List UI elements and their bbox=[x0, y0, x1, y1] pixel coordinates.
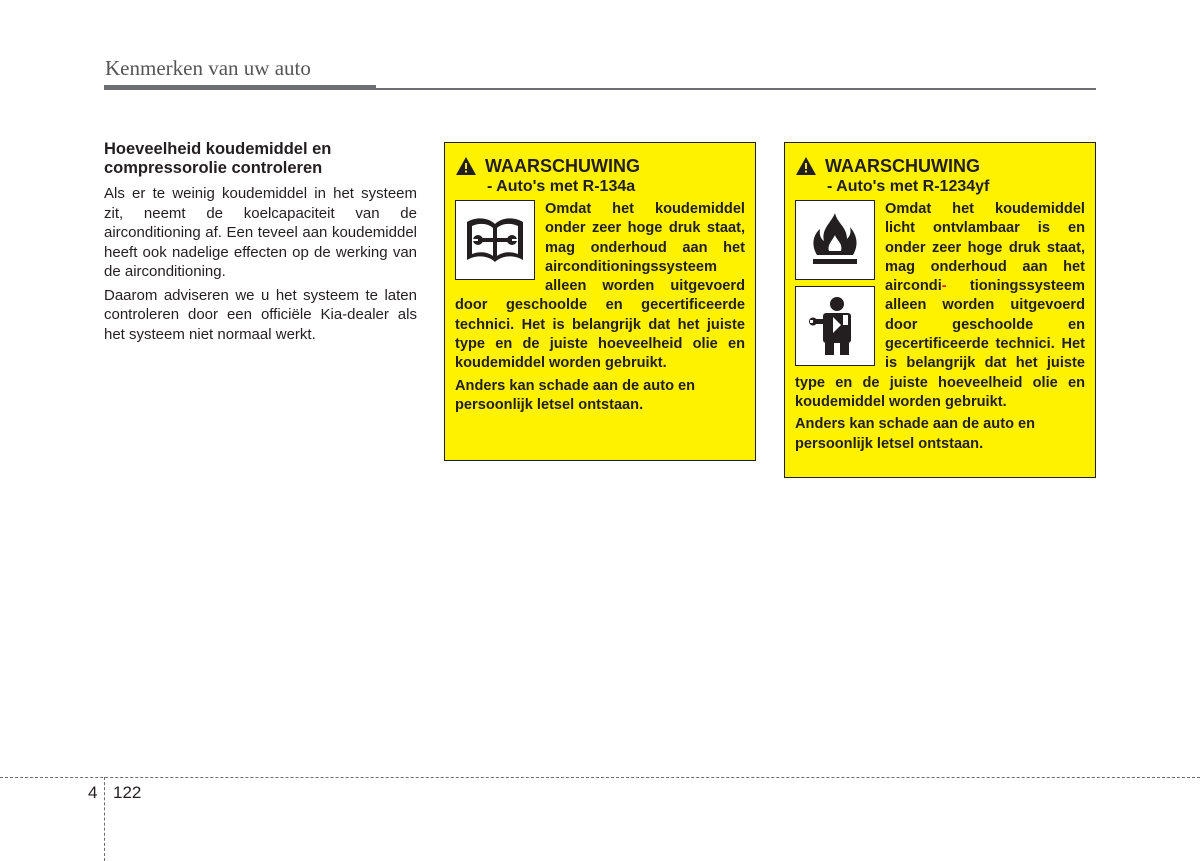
warning-body: Omdat het koudemiddel onder zeer hoge druk staat, mag onderhoud aan het airconditioningssysteem alleen worden uitgevoerd door geschoolde en gecertificeerde technici. Het is belangrijk dat het juiste type en de juiste hoeveelheid olie en koudemiddel worden gebruikt. bbox=[455, 201, 745, 372]
hyphen-mark: - bbox=[941, 278, 947, 295]
warning-title: WAARSCHUWING bbox=[485, 156, 640, 176]
page-number: 122 bbox=[113, 783, 142, 802]
warning-triangle-icon bbox=[795, 156, 817, 176]
paragraph-1: Als er te weinig koudemiddel in het systeem zit, neemt de koelcapaciteit van de airconditioning af. Een teveel aan koudemiddel heeft ook nadelige effecten op de werking van de airconditioning. bbox=[104, 185, 417, 280]
footer-margin-line bbox=[104, 777, 105, 861]
section-heading bbox=[104, 140, 417, 178]
warning-body-2: Anders kan schade aan de auto en persoonlijk letsel ontstaan. bbox=[795, 416, 1036, 452]
section-heading-line2: compressorolie controleren bbox=[104, 159, 323, 177]
warning-body-part-a: Omdat het koudemiddel licht ontvlambaar is en onder zeer hoge druk staat, mag onderhoud aan het aircondi bbox=[885, 201, 1085, 295]
chapter-number: 4 bbox=[88, 783, 98, 802]
warning-body-part-b: tioningssysteem alleen worden uitgevoerd door geschoolde en gecertificeerde technici. Het is belangrijk dat het juiste type en de juiste hoeveelheid olie en koudemiddel worden gebruikt. bbox=[795, 278, 1085, 410]
header-rule-thick bbox=[104, 85, 376, 90]
warning-header bbox=[455, 155, 745, 177]
warning-box-r1234yf bbox=[784, 142, 1096, 478]
flammable-icon bbox=[795, 200, 875, 280]
service-manual-icon bbox=[455, 200, 535, 280]
warning-subtitle: - Auto's met R-1234yf bbox=[827, 178, 990, 195]
paragraph-2: Daarom adviseren we u het systeem te laten controleren door een officiële Kia-dealer als het systeem niet normaal werkt. bbox=[104, 286, 417, 343]
warning-subtitle: - Auto's met R-134a bbox=[487, 178, 636, 195]
certified-technician-icon bbox=[795, 286, 875, 366]
warning-triangle-icon bbox=[455, 156, 477, 176]
footer-rule bbox=[0, 777, 1200, 778]
warning-title: WAARSCHUWING bbox=[825, 156, 980, 176]
warning-body-2: Anders kan schade aan de auto en persoonlijk letsel ontstaan. bbox=[455, 377, 696, 413]
left-column bbox=[104, 140, 417, 348]
warning-box-r134a bbox=[444, 142, 756, 461]
warning-header bbox=[795, 155, 1085, 177]
section-heading-line1: Hoeveelheid koudemiddel en bbox=[104, 140, 332, 158]
page-header-title: Kenmerken van uw auto bbox=[105, 56, 311, 80]
header-rule-thin bbox=[376, 88, 1096, 90]
